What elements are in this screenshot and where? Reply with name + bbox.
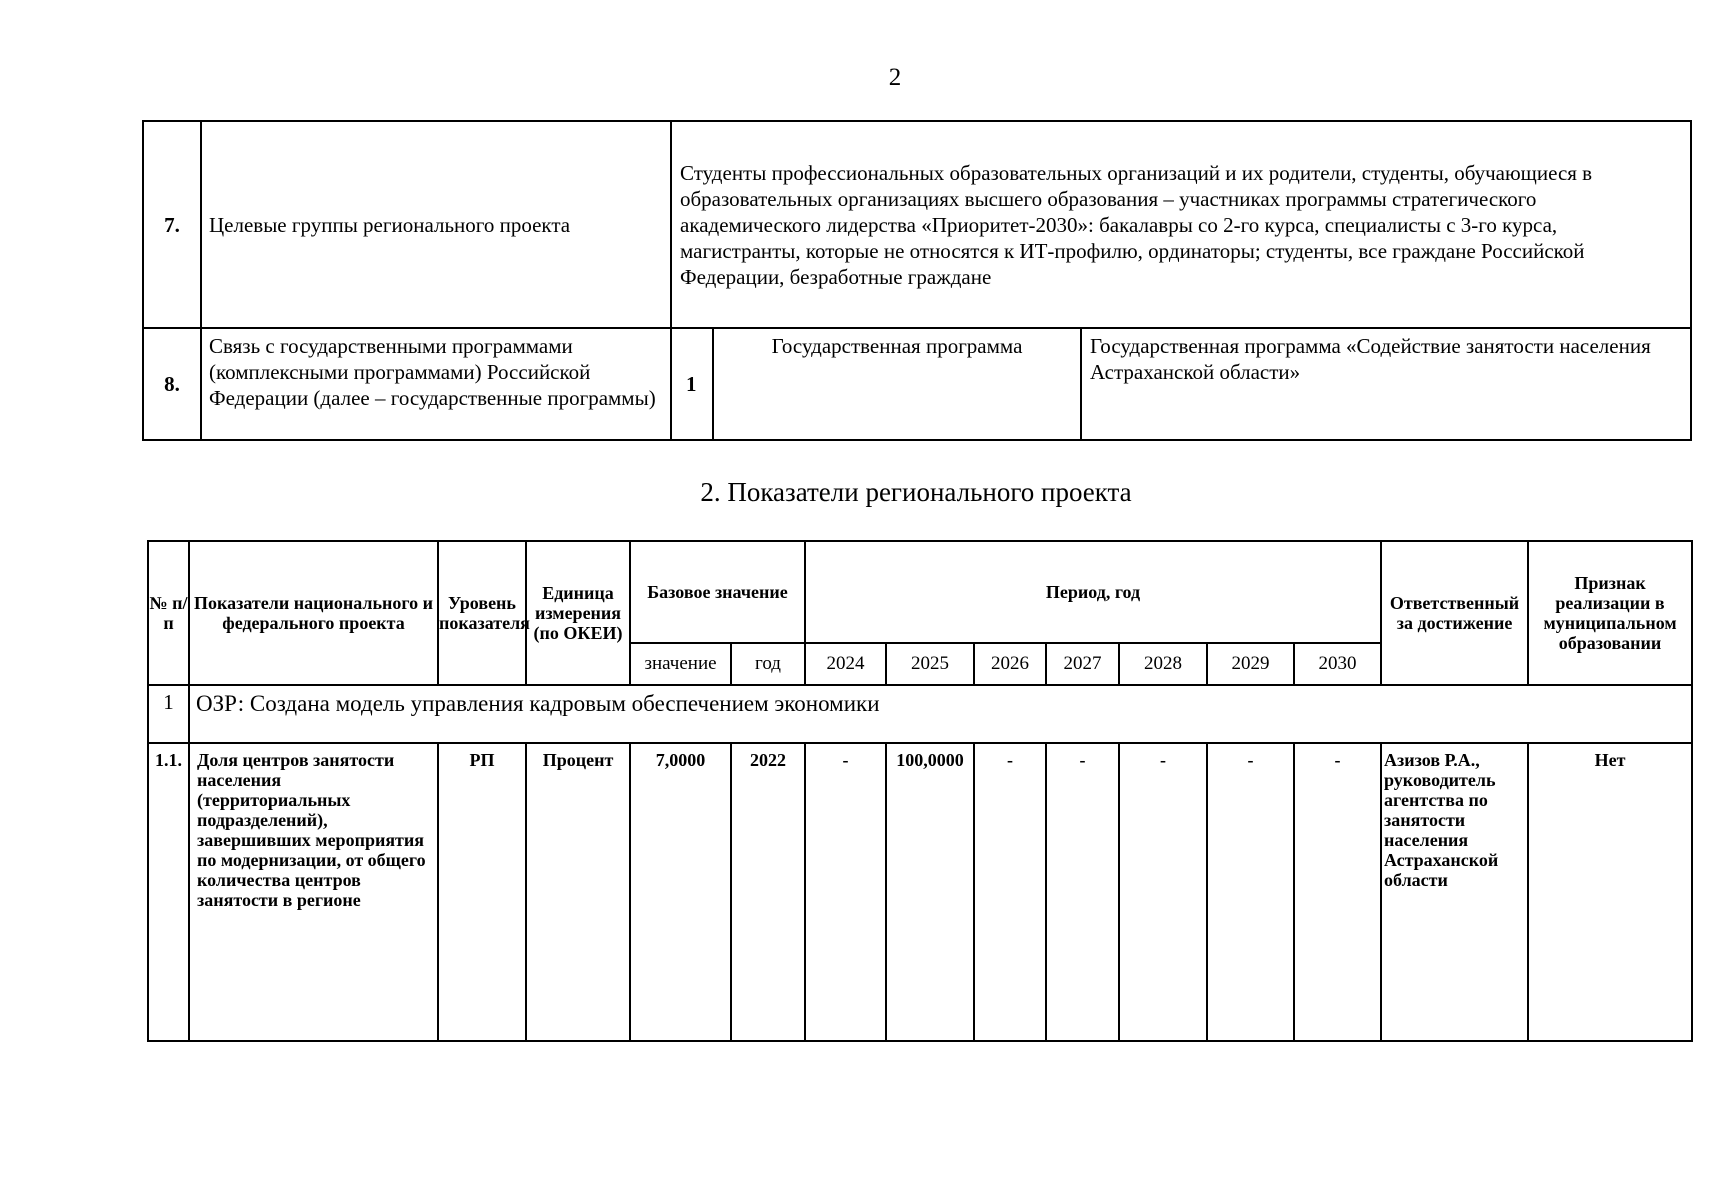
row-label: Связь с государственными программами (комплексными программами) Российской Федерации (далее – государственные программы): [201, 328, 671, 440]
year-value: 100,0000: [886, 743, 974, 1041]
header-year: 2024: [805, 643, 886, 685]
responsible-line: агентства по: [1384, 790, 1488, 810]
header-year: 2030: [1294, 643, 1381, 685]
year-value: -: [1119, 743, 1207, 1041]
header-municipal: Признак реализации в муниципальном образовании: [1528, 541, 1692, 685]
header-level: Уровень показателя: [438, 541, 526, 685]
responsible-line: руководитель: [1384, 770, 1496, 790]
goal-number: 1: [148, 685, 189, 743]
responsible-person: [1381, 743, 1528, 1041]
header-period: Период, год: [805, 541, 1381, 643]
header-name: Показатели национального и федерального проекта: [189, 541, 438, 685]
header-year: 2025: [886, 643, 974, 685]
header-base-year: год: [731, 643, 805, 685]
responsible-line: занятости населения Астраханской области: [1384, 810, 1499, 890]
program-index: 1: [671, 328, 713, 440]
municipal-flag: Нет: [1528, 743, 1692, 1041]
indicators-table: [147, 540, 1693, 1042]
passport-row-7: [143, 121, 1691, 328]
passport-row-8: [143, 328, 1691, 440]
table-row: [148, 743, 1692, 1041]
year-value: -: [805, 743, 886, 1041]
row-value: Студенты профессиональных образовательных организаций и их родители, студенты, обучающиеся в образовательных организациях высшего образования – участниках программы стратегического академического лидерства «Приоритет-2030»: бакалавры со 2-го курса, специалисты с 3-го курса, магистранты, которые не относятся к ИТ-профилю, ординаторы; студенты, все граждане Российской Федерации, безработные граждане: [671, 121, 1691, 328]
page-number: 2: [888, 64, 902, 91]
base-year: 2022: [731, 743, 805, 1041]
indicator-number: 1.1.: [148, 743, 189, 1041]
indicator-level: РП: [438, 743, 526, 1041]
header-year: 2027: [1046, 643, 1119, 685]
row-label: Целевые группы регионального проекта: [201, 121, 671, 328]
header-year: 2026: [974, 643, 1046, 685]
row-number: 7.: [143, 121, 201, 328]
header-num: № п/п: [148, 541, 189, 685]
passport-table: [142, 120, 1692, 441]
indicator-unit: Процент: [526, 743, 630, 1041]
base-value: 7,0000: [630, 743, 731, 1041]
program-type: Государственная программа: [713, 328, 1081, 440]
responsible-line: Азизов Р.А.,: [1384, 750, 1480, 770]
indicator-name: Доля центров занятости населения (территориальных подразделений), завершивших мероприятия по модернизации, от общего количества центров занятости в регионе: [189, 743, 438, 1041]
goal-text: ОЗР: Создана модель управления кадровым обеспечением экономики: [189, 685, 1692, 743]
program-name: Государственная программа «Содействие занятости населения Астраханской области»: [1081, 328, 1691, 440]
header-row: [148, 541, 1692, 643]
header-unit: Единица измерения (по ОКЕИ): [526, 541, 630, 685]
section-title: 2. Показатели регионального проекта: [700, 477, 1132, 507]
header-year: 2028: [1119, 643, 1207, 685]
year-value: -: [974, 743, 1046, 1041]
header-base: Базовое значение: [630, 541, 805, 643]
year-value: -: [1294, 743, 1381, 1041]
header-year: 2029: [1207, 643, 1294, 685]
row-number: 8.: [143, 328, 201, 440]
goal-row: [148, 685, 1692, 743]
year-value: -: [1207, 743, 1294, 1041]
header-responsible: Ответственный за достижение: [1381, 541, 1528, 685]
year-value: -: [1046, 743, 1119, 1041]
header-base-value: значение: [630, 643, 731, 685]
